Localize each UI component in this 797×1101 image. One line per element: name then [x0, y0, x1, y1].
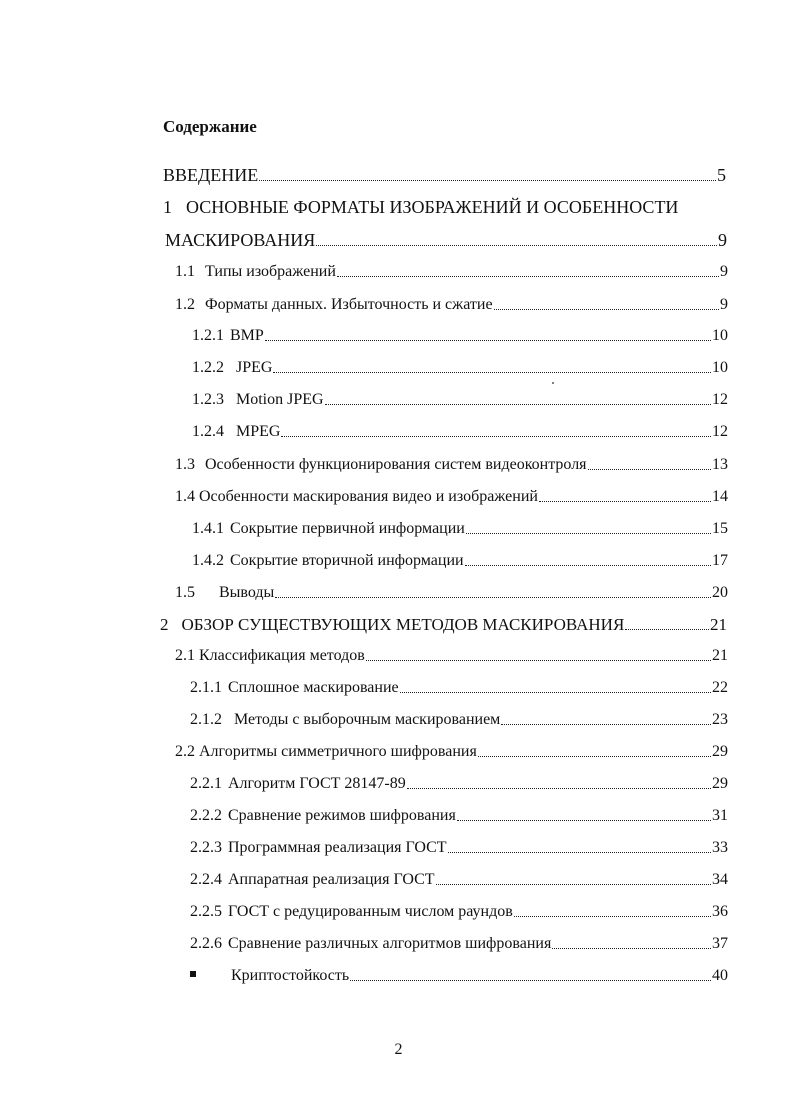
- toc-entry-1-1: [175, 264, 728, 280]
- toc-entry-title: МАСКИРОВАНИЯ: [165, 230, 316, 250]
- toc-entry-number: 2.2.2: [190, 807, 222, 824]
- toc-entry-title: Криптостойкость: [231, 967, 350, 984]
- toc-entry-page: 40: [712, 967, 728, 984]
- toc-entry-1-2-1: [192, 328, 728, 344]
- dot-leader: [407, 776, 711, 792]
- dot-leader: [466, 521, 711, 537]
- toc-entry-page: 31: [712, 807, 728, 824]
- toc-entry-number: 2.2.1: [190, 775, 222, 792]
- toc-entry-number: 2.2.4: [190, 871, 222, 888]
- dot-leader: [275, 585, 711, 601]
- toc-entry-title: Сравнение различных алгоритмов шифрования: [228, 935, 552, 952]
- toc-entry-title: ГОСТ с редуцированным числом раундов: [228, 903, 513, 920]
- toc-entry-title: Сокрытие вторичной информации: [230, 552, 464, 569]
- toc-entry-page: 9: [720, 263, 728, 280]
- toc-entry-number: 1.5: [175, 584, 195, 601]
- dot-leader: [350, 968, 711, 984]
- toc-entry-title: BMP: [230, 327, 264, 344]
- toc-entry-1-5: [175, 585, 728, 601]
- toc-entry-number: 1.2.3: [192, 391, 224, 408]
- toc-entry-title: Сравнение режимов шифрования: [228, 807, 456, 824]
- toc-entry-chapter-1-cont: [165, 231, 727, 249]
- toc-entry-2-2: [175, 744, 728, 760]
- toc-entry-number: 1.4.1: [192, 520, 224, 537]
- bullet-icon: [190, 971, 196, 977]
- toc-entry-title: Выводы: [219, 584, 275, 601]
- toc-entry-title: Алгоритм ГОСТ 28147-89: [228, 775, 406, 792]
- toc-entry-number: 1.1: [175, 263, 195, 280]
- toc-entry-page: 23: [712, 711, 728, 728]
- dot-leader: [325, 392, 711, 408]
- dot-leader: [465, 553, 711, 569]
- toc-entry-title: Сокрытие первичной информации: [230, 520, 465, 537]
- toc-entry-page: 9: [718, 230, 727, 250]
- dot-leader: [552, 936, 711, 952]
- dot-leader: [400, 680, 711, 696]
- toc-entry-page: 29: [712, 775, 728, 792]
- dot-leader: [588, 457, 711, 473]
- toc-entry-page: 15: [712, 520, 728, 537]
- toc-entry-number: 1.2.1: [192, 327, 224, 344]
- toc-entry-title: ОБЗОР СУЩЕСТВУЮЩИХ МЕТОДОВ МАСКИРОВАНИЯ: [181, 615, 625, 634]
- dot-leader: [457, 808, 711, 824]
- toc-entry-1-2: [175, 297, 728, 313]
- toc-entry-number: 1.2.2: [192, 359, 224, 376]
- toc-entry-number: 1.4: [175, 488, 195, 505]
- toc-entry-page: 17: [712, 552, 728, 569]
- toc-entry-title: ВВЕДЕНИЕ: [163, 165, 259, 185]
- toc-entry-2-2-6: [190, 936, 728, 952]
- toc-entry-title: Аппаратная реализация ГОСТ: [228, 871, 435, 888]
- dot-leader: [448, 840, 711, 856]
- toc-entry-title: Сплошное маскирование: [228, 679, 399, 696]
- toc-entry-number: 2.1.1: [190, 679, 222, 696]
- dot-leader: [259, 166, 716, 184]
- toc-entry-page: 12: [712, 423, 728, 440]
- dot-leader: [337, 264, 719, 280]
- toc-entry-page: 14: [712, 488, 728, 505]
- toc-entry-number: 2.2.3: [190, 839, 222, 856]
- toc-entry-introduction: [163, 166, 726, 184]
- toc-entry-number: 1.2.4: [192, 423, 224, 440]
- dot-leader: [436, 872, 711, 888]
- toc-entry-page: 22: [712, 679, 728, 696]
- toc-entry-title: Особенности маскирования видео и изображений: [199, 488, 538, 505]
- toc-entry-number: 1: [163, 197, 172, 217]
- toc-entry-number: 2.1.2: [190, 711, 222, 728]
- toc-entry-title: Форматы данных. Избыточность и сжатие: [205, 296, 493, 313]
- toc-entry-title: Программная реализация ГОСТ: [228, 839, 447, 856]
- toc-entry-number: 2: [160, 615, 169, 634]
- toc-entry-2-1: [175, 648, 728, 664]
- toc-entry-page: 33: [712, 839, 728, 856]
- toc-heading: Содержание: [163, 117, 257, 136]
- toc-entry-2-1-2: [190, 712, 728, 728]
- toc-entry-page: 9: [720, 296, 728, 313]
- toc-entry-2-2-5: [190, 904, 728, 920]
- dot-leader: [625, 616, 709, 633]
- dot-leader: [514, 904, 711, 920]
- toc-entry-chapter-1: [163, 198, 726, 216]
- toc-entry-page: 36: [712, 903, 728, 920]
- dot-leader: [501, 712, 711, 728]
- toc-entry-1-2-3: [192, 392, 728, 408]
- toc-entry-page: 20: [712, 584, 728, 601]
- toc-entry-page: 21: [710, 615, 727, 634]
- dot-leader: [478, 744, 711, 760]
- dot-leader: [281, 424, 711, 440]
- toc-entry-1-3: [175, 457, 728, 473]
- toc-entry-number: 1.3: [175, 456, 195, 473]
- toc-entry-1-4: [175, 489, 728, 505]
- toc-entry-2-2-3: [190, 840, 728, 856]
- toc-entry-number: 2.2: [175, 743, 195, 760]
- toc-entry-page: 29: [712, 743, 728, 760]
- toc-entry-number: 2.2.5: [190, 903, 222, 920]
- toc-entry-page: 10: [712, 327, 728, 344]
- toc-entry-1-4-1: [192, 521, 728, 537]
- toc-entry-page: 37: [712, 935, 728, 952]
- toc-entry-1-2-4: [192, 424, 728, 440]
- toc-entry-page: 34: [712, 871, 728, 888]
- toc-entry-page: 13: [712, 456, 728, 473]
- toc-entry-2-1-1: [190, 680, 728, 696]
- toc-entry-page: 5: [717, 165, 726, 185]
- toc-entry-page: 12: [712, 391, 728, 408]
- toc-entry-page: 10: [712, 359, 728, 376]
- toc-entry-number: 2.1: [175, 647, 195, 664]
- dot-leader: [273, 360, 711, 376]
- toc-entry-1-4-2: [192, 553, 728, 569]
- toc-entry-title: Motion JPEG: [236, 391, 324, 408]
- scan-speck: [552, 382, 554, 384]
- toc-entry-1-2-2: [192, 360, 728, 376]
- page-number: 2: [394, 1041, 403, 1058]
- toc-entry-title: Типы изображений: [205, 263, 336, 280]
- dot-leader: [366, 648, 711, 664]
- toc-entry-title: ОСНОВНЫЕ ФОРМАТЫ ИЗОБРАЖЕНИЙ И ОСОБЕННОСТИ: [186, 197, 679, 217]
- dot-leader: [539, 489, 711, 505]
- toc-entry-2-2-2: [190, 808, 728, 824]
- dot-leader: [265, 328, 711, 344]
- toc-entry-2-2-4: [190, 872, 728, 888]
- toc-entry-2-2-1: [190, 776, 728, 792]
- toc-entry-page: 21: [712, 647, 728, 664]
- toc-entry-title: Алгоритмы симметричного шифрования: [199, 743, 477, 760]
- toc-entry-title: Методы с выборочным маскированием: [234, 711, 501, 728]
- toc-entry-number: 1.2: [175, 296, 195, 313]
- dot-leader: [316, 231, 717, 249]
- toc-entry-title: Классификация методов: [199, 647, 365, 664]
- toc-entry-cryptostrength: [190, 968, 728, 984]
- toc-entry-title: Особенности функционирования систем видеоконтроля: [205, 456, 587, 473]
- toc-entry-chapter-2: [160, 616, 727, 633]
- toc-entry-number: 2.2.6: [190, 935, 222, 952]
- toc-entry-title: MPEG: [236, 423, 281, 440]
- toc-entry-title: JPEG: [236, 359, 273, 376]
- dot-leader: [494, 297, 719, 313]
- toc-entry-number: 1.4.2: [192, 552, 224, 569]
